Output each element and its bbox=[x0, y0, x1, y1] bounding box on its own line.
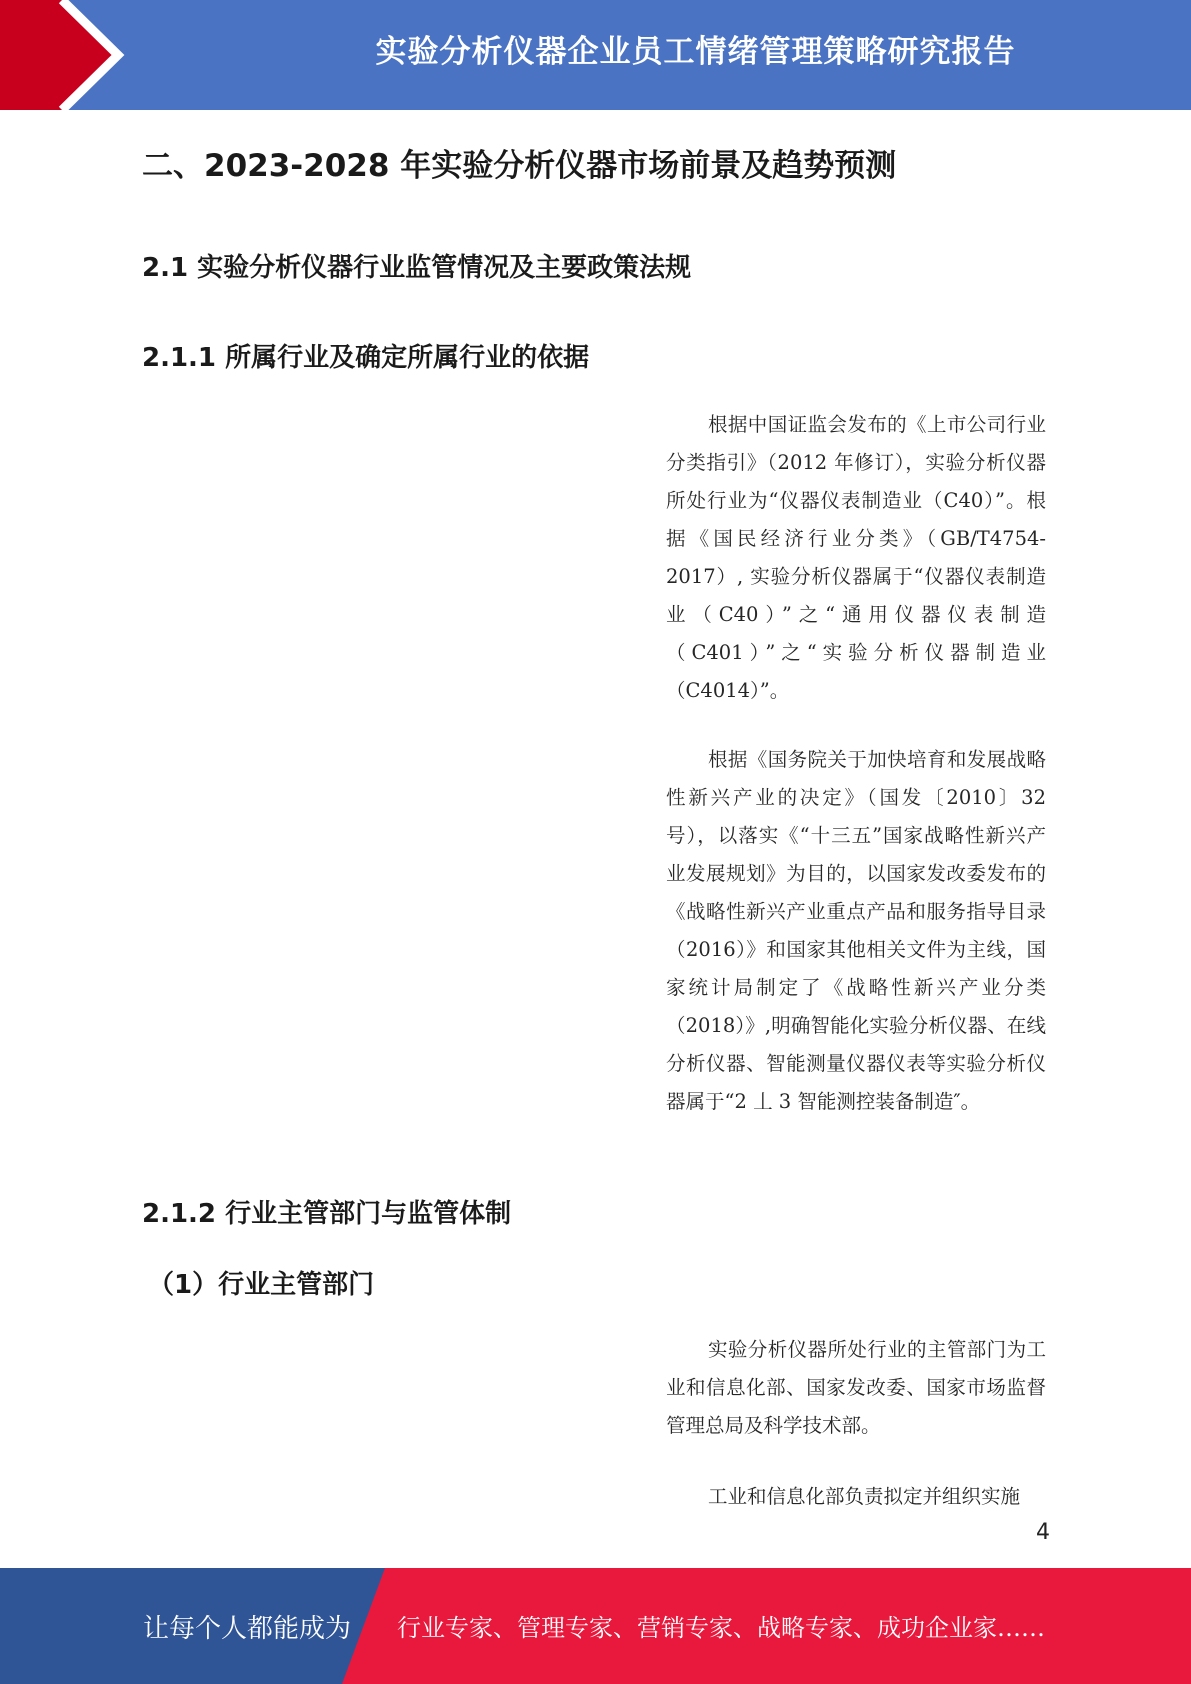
paragraph-authority: 实验分析仪器所处行业的主管部门为工业和信息化部、国家发改委、国家市场监督管理总局及科学技术部。 bbox=[666, 1338, 1046, 1437]
subsection-heading-2-1-1: 2.1.1 所属行业及确定所属行业的依据 bbox=[142, 343, 590, 373]
page-number: 4 bbox=[1036, 1520, 1050, 1545]
subsection-heading-2-1: 2.1 实验分析仪器行业监管情况及主要政策法规 bbox=[142, 253, 692, 283]
paragraph-industry-classification: 根据中国证监会发布的《上市公司行业分类指引》（2012 年修订），实验分析仪器所处行业为“仪器仪表制造业（C40）”。根据《国民经济行业分类》（GB/T4754-2017）, 实验分析仪器属于“仪器仪表制造业（C40）”之“通用仪器仪表制造（C401）”之“实验分析仪器制造业（C4014）”。 bbox=[666, 413, 1046, 702]
section-heading: 二、2023-2028 年实验分析仪器市场前景及趋势预测 bbox=[142, 148, 897, 184]
page-header bbox=[0, 0, 1191, 110]
footer-slogan-right: 行业专家、管理专家、营销专家、战略专家、成功企业家…… bbox=[397, 1614, 1045, 1642]
paragraph-strategic-industry: 根据《国务院关于加快培育和发展战略性新兴产业的决定》（国发〔2010〕32 号），以落实《“十三五”国家战略性新兴产业发展规划》为目的，以国家发改委发布的《战略性新兴产业重点产品和服务指导目录（2016）》和国家其他相关文件为主线，国家统计局制定了《战略性新兴产业分类（2018）》,明确智能化实验分析仪器、在线分析仪器、智能测量仪器仪表等实验分析仪器属于“2 丄 3 智能测控装备制造″。 bbox=[666, 748, 1046, 1113]
subsection-heading-authority: （1）行业主管部门 bbox=[148, 1270, 375, 1300]
report-title: 实验分析仪器企业员工情绪管理策略研究报告 bbox=[375, 34, 1016, 70]
paragraph-miit: 工业和信息化部负责拟定并组织实施 bbox=[708, 1485, 1021, 1508]
footer-slogan-left: 让每个人都能成为 bbox=[143, 1614, 352, 1644]
page-footer bbox=[0, 1568, 1191, 1684]
subsection-heading-2-1-2: 2.1.2 行业主管部门与监管体制 bbox=[142, 1199, 512, 1229]
